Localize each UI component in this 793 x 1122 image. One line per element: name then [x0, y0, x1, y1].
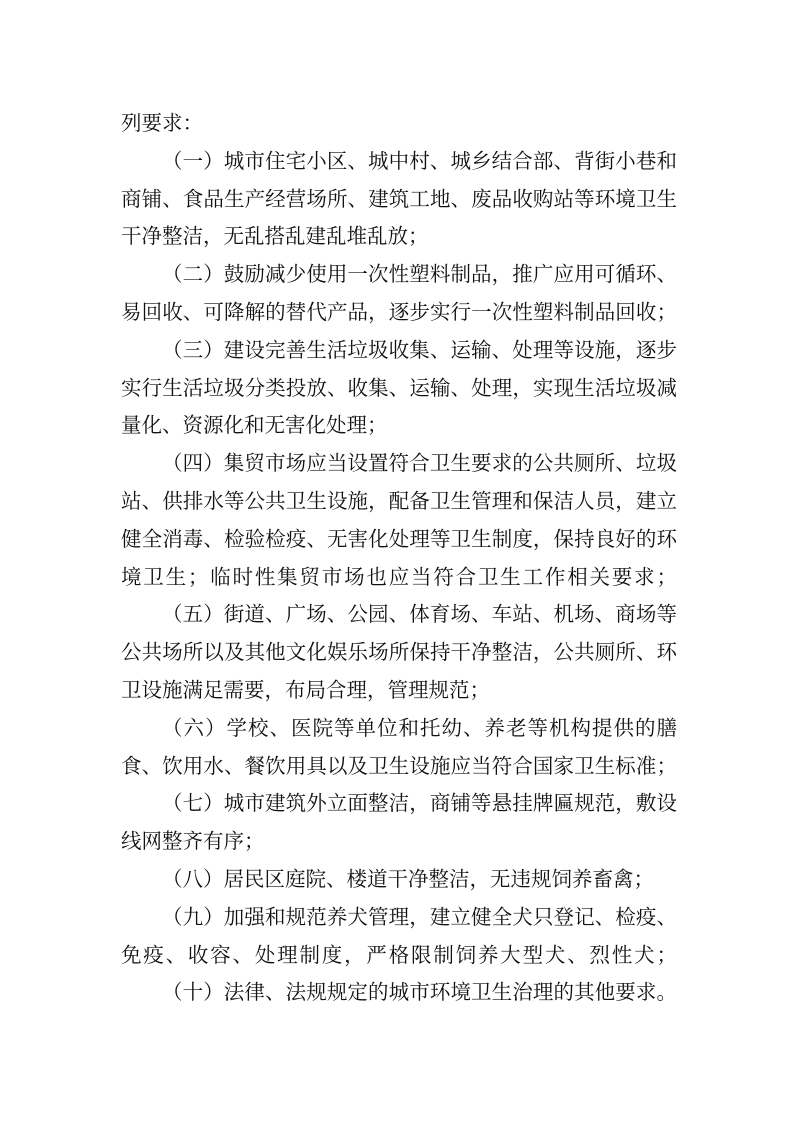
paragraph-item-9: （九）加强和规范养犬管理，建立健全犬只登记、检疫、免疫、收容、处理制度，严格限制饲养大型犬、烈性犬；	[121, 904, 677, 967]
paragraph-item-1: （一）城市住宅小区、城中村、城乡结合部、背街小巷和商铺、食品生产经营场所、建筑工地、废品收购站等环境卫生干净整洁，无乱搭乱建乱堆乱放；	[121, 148, 677, 249]
document-body	[121, 105, 677, 1012]
paragraph-item-5: （五）街道、广场、公园、体育场、车站、机场、商场等公共场所以及其他文化娱乐场所保持干净整洁，公共厕所、环卫设施满足需要，布局合理，管理规范；	[121, 602, 677, 702]
paragraph-item-6: （六）学校、医院等单位和托幼、养老等机构提供的膳食、饮用水、餐饮用具以及卫生设施应当符合国家卫生标准；	[121, 715, 677, 778]
paragraph-item-8: （八）居民区庭院、楼道干净整洁，无违规饲养畜禽；	[162, 866, 654, 891]
paragraph-item-7: （七）城市建筑外立面整洁，商铺等悬挂牌匾规范，敷设线网整齐有序；	[121, 791, 677, 854]
paragraph-item-10: （十）法律、法规规定的城市环境卫生治理的其他要求。	[162, 980, 677, 1005]
paragraph-item-3: （三）建设完善生活垃圾收集、运输、处理等设施，逐步实行生活垃圾分类投放、收集、运输、处理，实现生活垃圾减量化、资源化和无害化处理；	[121, 337, 677, 438]
paragraph-item-2: （二）鼓励减少使用一次性塑料制品，推广应用可循环、易回收、可降解的替代产品，逐步实行一次性塑料制品回收；	[121, 262, 677, 324]
paragraph-intro: 列要求：	[121, 111, 203, 135]
paragraph-item-4: （四）集贸市场应当设置符合卫生要求的公共厕所、垃圾站、供排水等公共卫生设施，配备卫生管理和保洁人员，建立健全消毒、检验检疫、无害化处理等卫生制度，保持良好的环境卫生；临时性集贸市场也应当符合卫生工作相关要求；	[121, 451, 677, 589]
